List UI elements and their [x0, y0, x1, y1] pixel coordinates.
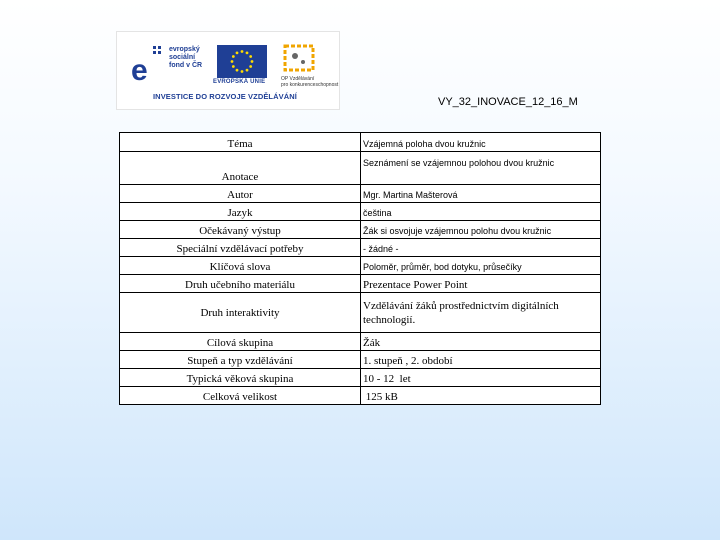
eu-star-icon	[232, 55, 235, 58]
table-row	[120, 133, 601, 152]
op-logo-icon	[281, 42, 317, 74]
op-caption-line: OP Vzdělávání	[281, 76, 315, 82]
row-label: Autor	[120, 185, 361, 203]
esf-text-line: sociální	[169, 54, 196, 61]
eu-star-icon	[249, 65, 252, 68]
eu-star-icon	[251, 60, 254, 63]
row-value: 125 kB	[361, 387, 601, 405]
row-value: Vzdělávání žáků prostřednictvím digitálních technologií.	[361, 293, 601, 333]
table-row	[120, 221, 601, 239]
table-row	[120, 387, 601, 405]
row-value: čeština	[361, 203, 601, 221]
metadata-table	[119, 132, 601, 405]
row-label: Jazyk	[120, 203, 361, 221]
row-value: - žádné -	[361, 239, 601, 257]
table-row	[120, 293, 601, 333]
document-code: VY_32_INOVACE_12_16_M	[438, 96, 578, 108]
row-label: Stupeň a typ vzdělávání	[120, 351, 361, 369]
row-label: Očekávaný výstup	[120, 221, 361, 239]
logo-banner	[116, 31, 340, 110]
table-row	[120, 239, 601, 257]
eu-star-icon	[231, 60, 234, 63]
op-caption-line: pro konkurenceschopnost	[281, 82, 339, 88]
row-label: Druh interaktivity	[120, 293, 361, 333]
table-row	[120, 333, 601, 351]
eu-star-icon	[236, 51, 239, 54]
eu-star-icon	[246, 69, 249, 72]
row-label: Celková velikost	[120, 387, 361, 405]
op-caption	[281, 76, 338, 88]
eu-star-icon	[246, 51, 249, 54]
row-value: Mgr. Martina Mašterová	[361, 185, 601, 203]
row-value: Vzájemná poloha dvou kružnic	[361, 133, 601, 152]
svg-text:e: e	[131, 54, 148, 84]
row-label: Anotace	[120, 152, 361, 185]
esf-text	[169, 46, 202, 70]
tagline: INVESTICE DO ROZVOJE VZDĚLÁVÁNÍ	[153, 92, 297, 101]
row-label: Speciální vzdělávací potřeby	[120, 239, 361, 257]
row-label: Klíčová slova	[120, 257, 361, 275]
row-value: Poloměr, průměr, bod dotyku, průsečíky	[361, 257, 601, 275]
eu-flag-icon	[217, 45, 267, 78]
row-value: 1. stupeň , 2. období	[361, 351, 601, 369]
esf-logo-icon	[131, 44, 167, 84]
table-row	[120, 369, 601, 387]
eu-caption: EVROPSKÁ UNIE	[213, 79, 266, 85]
row-label: Druh učebního materiálu	[120, 275, 361, 293]
row-value: Prezentace Power Point	[361, 275, 601, 293]
eu-star-icon	[249, 55, 252, 58]
table-row	[120, 275, 601, 293]
esf-text-line: evropský	[169, 46, 200, 53]
table-row	[120, 185, 601, 203]
eu-star-icon	[241, 50, 244, 53]
row-value: 10 - 12 let	[361, 369, 601, 387]
row-value: Žák	[361, 333, 601, 351]
row-label: Cílová skupina	[120, 333, 361, 351]
table-row	[120, 152, 601, 185]
table-row	[120, 203, 601, 221]
row-label: Téma	[120, 133, 361, 152]
eu-star-icon	[241, 70, 244, 73]
table-row	[120, 257, 601, 275]
eu-star-icon	[232, 65, 235, 68]
esf-text-line: fond v ČR	[169, 62, 203, 69]
table-row	[120, 351, 601, 369]
row-label: Typická věková skupina	[120, 369, 361, 387]
eu-star-icon	[236, 69, 239, 72]
row-value: Seznámení se vzájemnou polohou dvou kružnic	[361, 152, 601, 185]
row-value: Žák si osvojuje vzájemnou polohu dvou kružnic	[361, 221, 601, 239]
